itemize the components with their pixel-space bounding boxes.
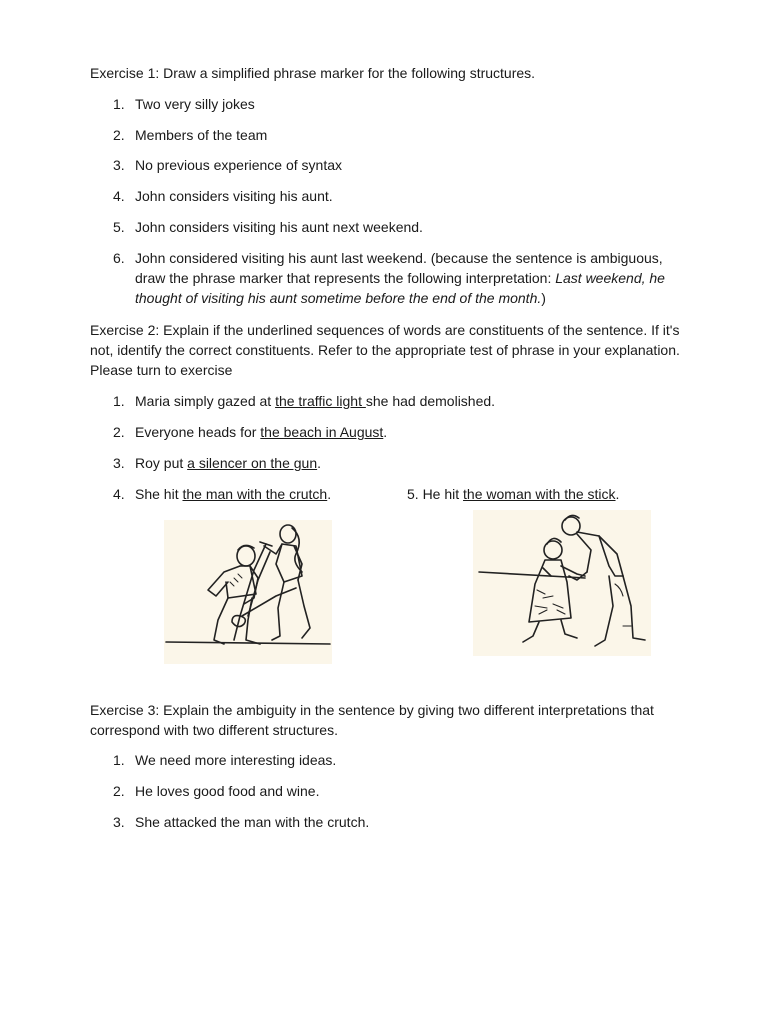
item-number: 3.	[113, 455, 125, 471]
exercise-1-heading: Exercise 1: Draw a simplified phrase marker for the following structures.	[90, 65, 536, 81]
underlined-phrase: the woman with the stick	[463, 486, 616, 502]
underlined-phrase: the traffic light	[275, 393, 366, 409]
item-number: 2.	[113, 783, 125, 799]
man-and-woman-with-stick-drawing-icon	[473, 510, 651, 656]
list-item-5	[407, 484, 619, 504]
stick-illustration	[473, 510, 651, 656]
exercise-2-heading: Exercise 2: Explain if the underlined sequences of words are constituents of the sentence. If it's not, identify the correct constituents. Refer to the appropriate test of phrase in your explanation. Please turn to exercise	[90, 322, 680, 378]
item-number: 6.	[113, 250, 125, 266]
item-text: We need more interesting ideas.	[135, 752, 337, 768]
item-pre: Everyone heads for	[135, 424, 261, 440]
item-number: 3.	[113, 814, 125, 830]
item-number: 4.	[113, 188, 125, 204]
item-text: John considers visiting his aunt next weekend.	[135, 219, 423, 235]
underlined-phrase: a silencer on the gun	[187, 455, 318, 471]
item-text	[135, 391, 675, 411]
item-post: .	[383, 424, 388, 440]
item-number: 2.	[113, 127, 125, 143]
item-post: .	[317, 455, 322, 471]
exercise-3-heading: Exercise 3: Explain the ambiguity in the sentence by giving two different interpretations that correspond with two different structures.	[90, 702, 654, 738]
item-number: 1.	[113, 752, 125, 768]
item-text: No previous experience of syntax	[135, 157, 342, 173]
man-and-woman-with-crutch-drawing-icon	[164, 520, 332, 664]
item-text	[135, 248, 675, 308]
item-text: He loves good food and wine.	[135, 783, 320, 799]
item-pre: She hit	[135, 486, 183, 502]
item-text: Members of the team	[135, 127, 268, 143]
item-number: 3.	[113, 157, 125, 173]
item-number: 1.	[113, 96, 125, 112]
item-text: She attacked the man with the crutch.	[135, 814, 370, 830]
item-text-close: )	[541, 290, 546, 306]
item-text-italic: Last weekend, he thought of visiting his aunt sometime before the end of the month.	[135, 270, 665, 306]
item-text-main: John considered visiting his aunt last weekend. (because the sentence is ambiguous, draw the phrase marker that represents the following interpretation:	[135, 250, 663, 286]
item-text	[135, 422, 675, 442]
item-pre: 5. He hit	[407, 486, 464, 502]
item-post: she had demolished.	[365, 393, 496, 409]
crutch-illustration	[164, 520, 332, 664]
item-pre: Maria simply gazed at	[135, 393, 276, 409]
item-number: 1.	[113, 393, 125, 409]
item-number: 5.	[113, 219, 125, 235]
underlined-phrase: the beach in August	[260, 424, 384, 440]
item-post: .	[327, 486, 332, 502]
item-text: Two very silly jokes	[135, 96, 255, 112]
underlined-phrase: the man with the crutch	[182, 486, 328, 502]
item-text	[135, 484, 395, 504]
item-text: John considers visiting his aunt.	[135, 188, 333, 204]
item-number: 2.	[113, 424, 125, 440]
item-pre: Roy put	[135, 455, 188, 471]
item-number: 4.	[113, 486, 125, 502]
item-text	[135, 453, 675, 473]
item-post: .	[615, 486, 620, 502]
